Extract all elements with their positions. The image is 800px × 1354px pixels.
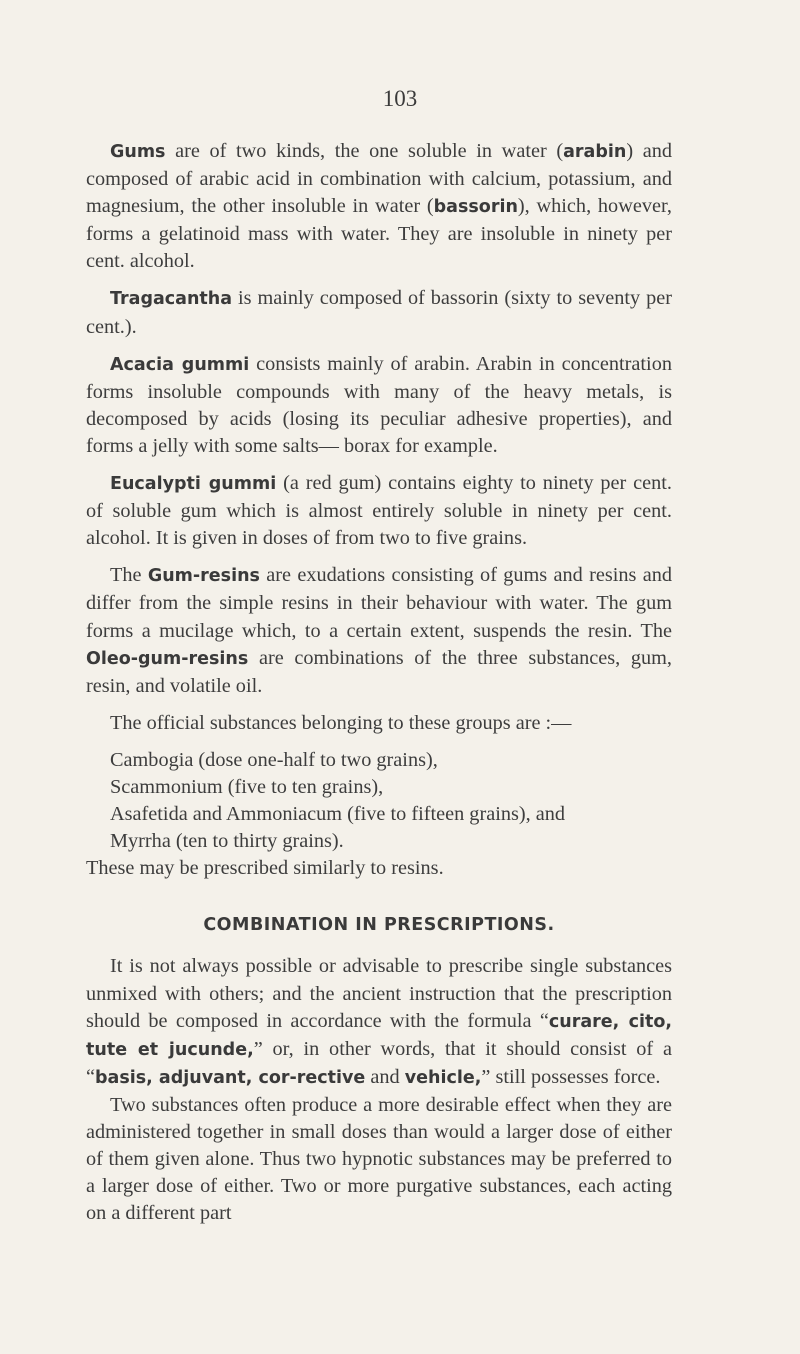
term-bassorin: bassorin <box>433 197 518 218</box>
term-gum-resins: Gum-resins <box>147 566 260 587</box>
list-item: Scammonium (five to ten grains), <box>110 775 384 798</box>
paragraph-gums <box>86 138 672 275</box>
text: ” or, in other words, that it should consist of a “ <box>86 1037 672 1088</box>
term-vehicle: vehicle, <box>404 1067 482 1088</box>
text: are combinations of the three substances, gum, resin, and volatile oil. <box>86 646 672 697</box>
list-item: Myrrha (ten to thirty grains). <box>110 830 344 853</box>
term-arabin: arabin <box>563 142 627 162</box>
paragraph-eucalypti <box>86 470 672 552</box>
paragraph-combination <box>86 953 672 1091</box>
text: ” still possesses force. <box>481 1065 661 1088</box>
term-basis-adjuvant: basis, adjuvant, cor-rective <box>95 1067 366 1088</box>
paragraph-gum-resins <box>86 562 672 699</box>
paragraph-official-intro: The official substances belonging to these groups are :— <box>110 711 572 734</box>
text: is mainly composed of bassorin (sixty to seventy per cent.). <box>86 287 672 338</box>
text: ), which, however, forms a gelatinoid mass with water. They are insoluble in ninety per cent. alcohol. <box>86 195 673 273</box>
official-substances-list <box>86 747 672 882</box>
term-gums: Gums <box>110 142 166 162</box>
term-tragacantha: Tragacantha <box>110 289 233 310</box>
paragraph-acacia <box>86 351 672 460</box>
paragraph-two-substances: Two substances often produce a more desirable effect when they are administered together in small doses than would a larger dose of either of them given alone. Thus two hypnotic substances may be preferred to a larger dose of either. Two or more purgative substances, each acting on a different part <box>86 1093 672 1225</box>
paragraph-tragacantha <box>86 285 672 340</box>
text: are of two kinds, the one soluble in water ( <box>165 140 564 162</box>
list-item: Cambogia (dose one-half to two grains), <box>110 748 438 771</box>
section-heading: COMBINATION IN PRESCRIPTIONS. <box>203 915 555 936</box>
term-eucalypti-gummi: Eucalypti gummi <box>110 474 277 495</box>
list-item: Asafetida and Ammoniacum (five to fifteen grains), and <box>110 803 566 826</box>
term-curare-formula: curare, cito, tute et jucunde, <box>86 1011 673 1060</box>
text: consists mainly of arabin. Arabin in concentration forms insoluble compounds with many of the heavy metals, is decomposed by acids (losing its peculiar adhesive properties), and forms a jelly with some salts— borax for example. <box>86 352 672 457</box>
text: The <box>110 564 148 587</box>
text: ) and composed of arabic acid in combination with calcium, potassium, and magnesium, the other insoluble in water ( <box>86 140 672 218</box>
page-number: 103 <box>382 86 418 111</box>
text: are exudations consisting of gums and resins and differ from the simple resins in their behaviour with water. The gum forms a mucilage which, to a certain extent, suspends the resin. The <box>86 564 672 642</box>
text: and <box>365 1065 405 1088</box>
term-oleo-gum-resins: Oleo-gum-resins <box>86 648 249 669</box>
term-acacia-gummi: Acacia gummi <box>110 354 250 375</box>
text: It is not always possible or advisable to prescribe single substances unmixed with others; and the ancient instruction that the prescription should be composed in accordance with the formula “ <box>86 955 672 1032</box>
body-text <box>86 138 672 1227</box>
list-after-text: These may be prescribed similarly to resins. <box>86 857 444 880</box>
text: (a red gum) contains eighty to ninety per cent. of soluble gum which is almost entirely soluble in ninety per cent. alcohol. It is given in doses of from two to five grains. <box>86 472 672 550</box>
